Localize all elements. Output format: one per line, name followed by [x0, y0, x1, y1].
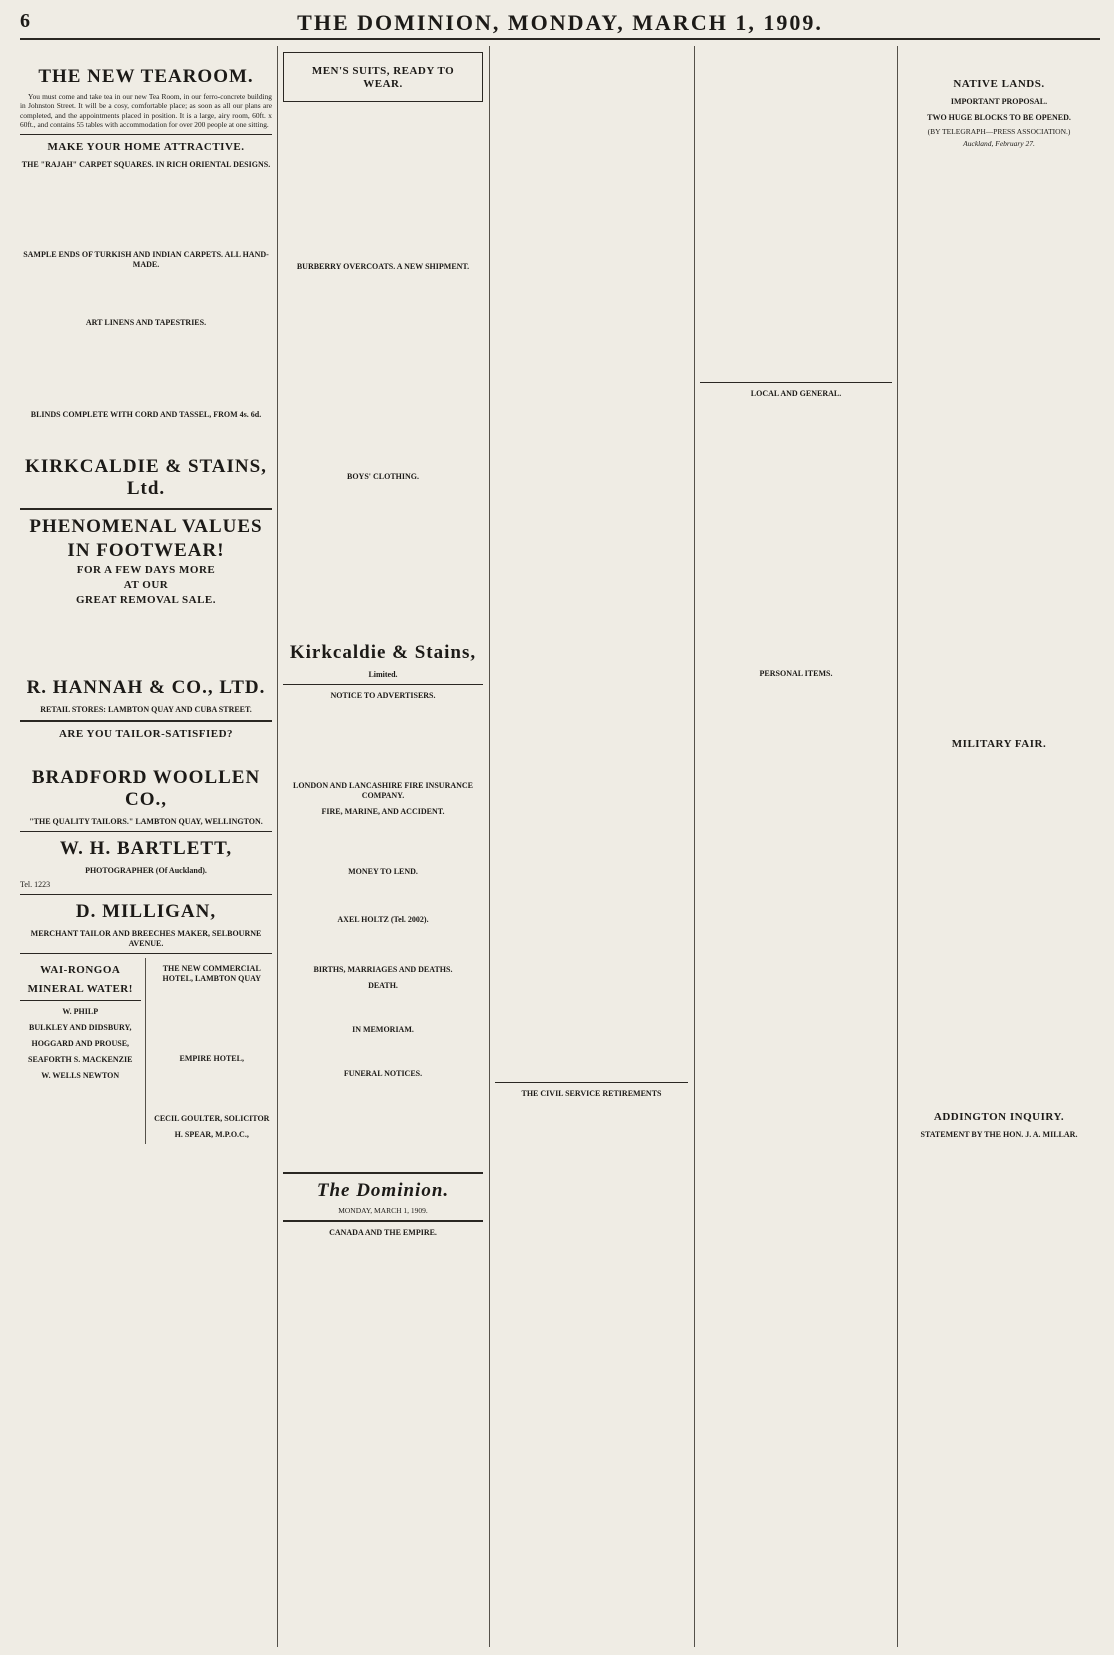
wells-title: W. WELLS NEWTON	[41, 1070, 120, 1080]
commercial-hotel-title: THE NEW COMMERCIAL HOTEL, LAMBTON QUAY	[162, 963, 261, 983]
milligan-subtitle: MERCHANT TAILOR AND BREECHES MAKER, SELBOURNE AVENUE.	[30, 928, 262, 948]
commercial-hotel-text	[152, 988, 273, 1048]
kirkcaldie-script-subtitle: Limited.	[368, 670, 398, 679]
tearoom-text: You must come and take tea in our new Tea Room, in our ferro-concrete building in Johnston Street. It will be a cosy, comfortable place; as soon as all our plans are completed, and the appointments placed in position. It is a large, airy room, 60ft. x 60ft., and contains 55 tables with accommodation for over 200 people at one sitting.	[20, 92, 272, 130]
divider	[20, 134, 272, 135]
divider	[20, 1000, 141, 1001]
small-ads-left	[20, 958, 146, 1144]
wairongoa-line-2: MINERAL WATER!	[27, 982, 133, 995]
native-text	[903, 152, 1095, 732]
seaforth-title: SEAFORTH S. MACKENZIE	[28, 1054, 133, 1064]
column-advertisements	[20, 48, 272, 1647]
funeral-text	[283, 1083, 483, 1167]
spear-title: H. SPEAR, M.P.O.C.,	[174, 1129, 249, 1139]
empire-hotel-text	[152, 1068, 273, 1108]
editorial-text	[495, 48, 688, 1078]
philp-title: W. PHILP	[62, 1006, 99, 1016]
footwear-line-4: AT OUR	[123, 578, 169, 591]
native-lands-heading: NATIVE LANDS.	[953, 78, 1045, 90]
statement-heading: STATEMENT BY THE HON. J. A. MILLAR.	[920, 1129, 1078, 1139]
burberry-text	[283, 276, 483, 466]
bradford-subtitle: "THE QUALITY TAILORS." LAMBTON QUAY, WELLINGTON.	[29, 816, 263, 826]
bartlett-title: W. H. BARTLETT,	[59, 837, 233, 859]
native-subheading: IMPORTANT PROPOSAL.	[950, 97, 1048, 106]
milligan-title: D. MILLIGAN,	[75, 900, 217, 922]
military-fair-heading: MILITARY FAIR.	[951, 737, 1047, 750]
wairongoa-line-1: WAI-RONGOA	[40, 963, 121, 976]
military-text	[903, 755, 1095, 1105]
london-fire-heading: LONDON AND LANCASHIRE FIRE INSURANCE COMPANY.	[292, 781, 474, 800]
addington-heading: ADDINGTON INQUIRY.	[933, 1110, 1065, 1123]
funeral-heading: FUNERAL NOTICES.	[343, 1069, 423, 1078]
art-linens-heading: ART LINENS AND TAPESTRIES.	[85, 317, 207, 327]
money-text	[283, 881, 483, 909]
divider	[20, 508, 272, 510]
native-source: (BY TELEGRAPH—PRESS ASSOCIATION.)	[927, 127, 1071, 136]
native-subheading-2: TWO HUGE BLOCKS TO BE OPENED.	[927, 113, 1071, 122]
column-rule	[897, 46, 898, 1647]
price-list	[20, 174, 272, 244]
masthead-title: THE DOMINION, MONDAY, MARCH 1, 1909.	[297, 10, 823, 35]
divider	[283, 1220, 483, 1222]
footwear-line-2: IN FOOTWEAR!	[67, 539, 225, 561]
page-number: 6	[20, 10, 30, 32]
dominion-date: MONDAY, MARCH 1, 1909.	[338, 1206, 428, 1215]
fire-text	[283, 821, 483, 861]
death-text	[283, 995, 483, 1019]
boys-heading: BOYS' CLOTHING.	[346, 472, 419, 481]
death-heading: DEATH.	[368, 981, 398, 990]
axel-text	[283, 929, 483, 959]
footwear-line-1: PHENOMENAL VALUES	[29, 515, 263, 537]
divider	[20, 953, 272, 954]
column-notices	[283, 48, 483, 1647]
sample-text	[20, 274, 272, 312]
bradford-title: BRADFORD WOOLLEN CO.,	[31, 766, 261, 810]
blinds-text	[20, 424, 272, 448]
money-heading: MONEY TO LEND.	[348, 867, 418, 876]
memoriam-text	[283, 1039, 483, 1063]
mens-suits-text	[283, 106, 483, 256]
canada-heading: CANADA AND THE EMPIRE.	[329, 1228, 437, 1238]
linens-list	[20, 332, 272, 404]
footwear-line-5: GREAT REMOVAL SALE.	[75, 593, 216, 606]
rajah-heading: THE "RAJAH" CARPET SQUARES. IN RICH ORIENTAL DESIGNS.	[21, 159, 271, 169]
bartlett-subtitle: PHOTOGRAPHER (Of Auckland).	[85, 865, 207, 875]
births-heading: BIRTHS, MARRIAGES AND DEATHS.	[313, 965, 453, 974]
personal-items-heading: PERSONAL ITEMS.	[759, 669, 833, 678]
goulter-title: CECIL GOULTER, SOLICITOR	[154, 1113, 270, 1123]
divider	[495, 1082, 688, 1083]
column-rule	[694, 46, 695, 1647]
footwear-ad	[20, 516, 272, 607]
local-text	[700, 403, 892, 663]
boys-text	[283, 486, 483, 636]
column-native-lands	[903, 48, 1095, 1647]
hannah-subtitle: RETAIL STORES: LAMBTON QUAY AND CUBA STREET.	[40, 704, 252, 714]
mens-suits-heading: MEN'S SUITS, READY TO WEAR.	[311, 65, 455, 90]
divider	[20, 831, 272, 832]
mens-suits-box	[283, 52, 483, 102]
divider	[20, 894, 272, 895]
divider	[283, 1172, 483, 1174]
footwear-line-3: FOR A FEW DAYS MORE	[76, 563, 216, 576]
notice-text	[283, 705, 483, 775]
tailor-heading: ARE YOU TAILOR-SATISFIED?	[58, 727, 234, 740]
tearoom-heading: THE NEW TEAROOM.	[38, 66, 254, 87]
home-heading: MAKE YOUR HOME ATTRACTIVE.	[47, 140, 245, 153]
hannah-title: R. HANNAH & CO., LTD.	[26, 676, 266, 698]
masthead	[20, 4, 1100, 40]
column-local-news	[700, 48, 892, 1647]
local-general-heading: LOCAL AND GENERAL.	[750, 389, 842, 398]
kirkcaldie-title: KIRKCALDIE & STAINS, Ltd.	[25, 455, 267, 499]
native-dateline: Auckland, February 27.	[963, 139, 1035, 149]
kirkcaldie-script-title: Kirkcaldie & Stains,	[289, 642, 477, 663]
column-rule	[489, 46, 490, 1647]
dominion-title: The Dominion.	[316, 1180, 450, 1201]
divider	[700, 382, 892, 383]
divider	[20, 720, 272, 722]
column-editorial	[495, 48, 688, 1647]
memoriam-heading: IN MEMORIAM.	[352, 1025, 414, 1034]
hoggard-title: HOGGARD AND PROUSE,	[31, 1038, 130, 1048]
blinds-heading: BLINDS COMPLETE WITH CORD AND TASSEL, FROM 4s. 6d.	[30, 409, 262, 419]
small-ads-right	[152, 958, 273, 1144]
divider	[283, 684, 483, 685]
footwear-text	[20, 613, 272, 671]
news-text	[700, 48, 892, 378]
small-ads	[20, 958, 272, 1144]
bulkley-title: BULKLEY AND DIDSBURY,	[29, 1022, 132, 1032]
fire-subheading: FIRE, MARINE, AND ACCIDENT.	[321, 807, 445, 816]
tailor-text	[20, 745, 272, 765]
burberry-heading: BURBERRY OVERCOATS. A NEW SHIPMENT.	[296, 262, 470, 271]
bartlett-telephone: Tel. 1223	[20, 879, 51, 889]
column-rule	[277, 46, 278, 1647]
sample-heading: SAMPLE ENDS OF TURKISH AND INDIAN CARPETS. ALL HAND-MADE.	[23, 249, 269, 269]
notice-heading: NOTICE TO ADVERTISERS.	[330, 691, 436, 700]
empire-hotel-title: EMPIRE HOTEL,	[179, 1053, 244, 1063]
civil-service-heading: THE CIVIL SERVICE RETIREMENTS	[521, 1089, 662, 1098]
axel-heading: AXEL HOLTZ (Tel. 2002).	[337, 915, 429, 924]
